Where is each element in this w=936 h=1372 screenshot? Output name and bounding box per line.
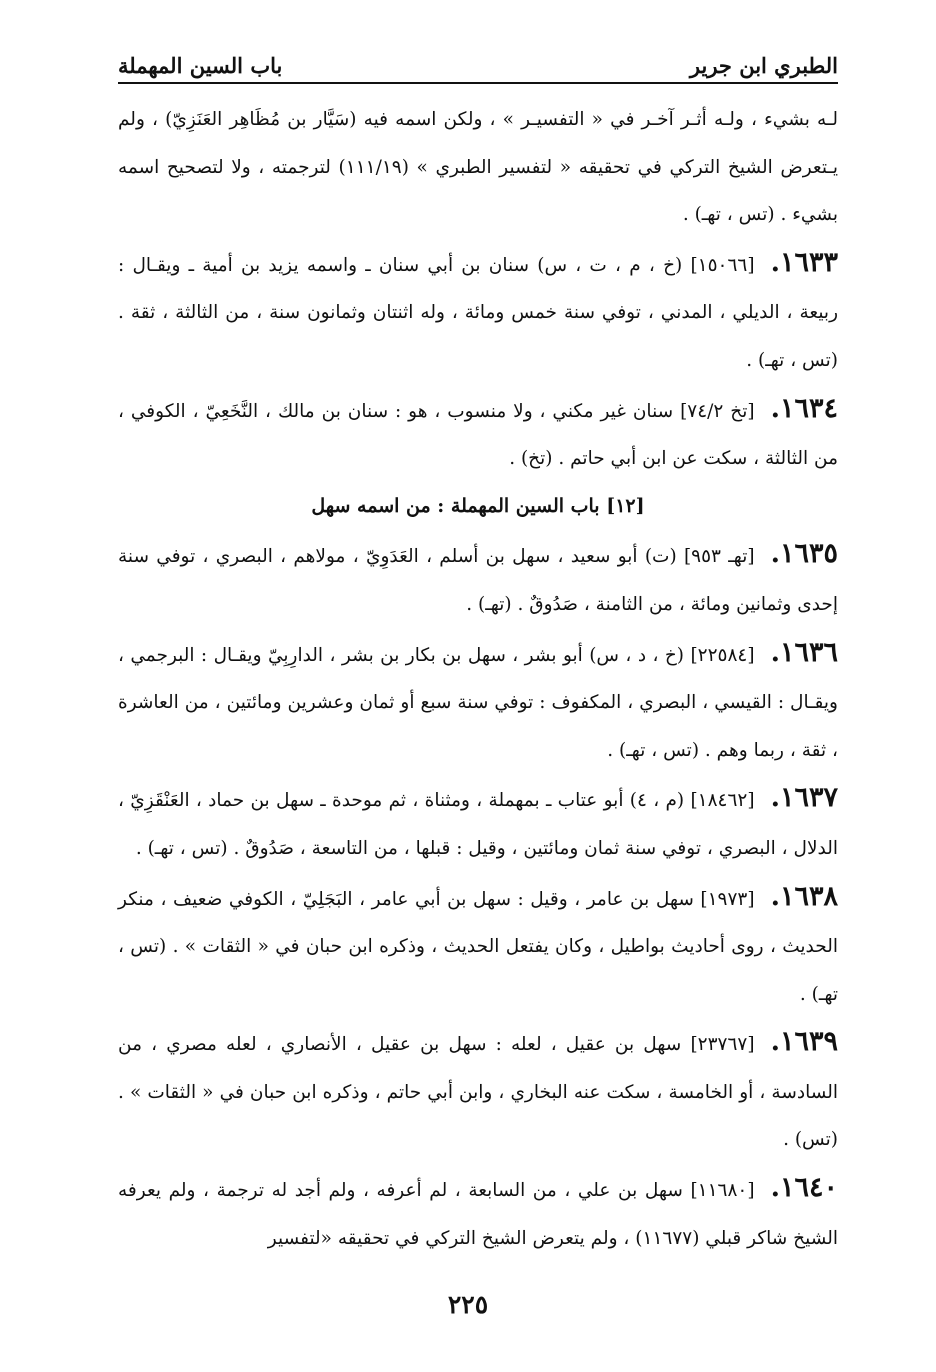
entry-1633 [118,239,838,385]
entry-number: ١٦٣٨. [770,880,838,912]
entry-number: ١٦٣٤. [770,392,838,424]
intro-paragraph: لـه بشيء ، ولـه أثـر آخـر في « التفسيـر » ، ولكن اسمه فيه (سَيَّار بن مُظَاهِر العَنَزِيّ) ، ولم يـتعرض الشيخ التركي في تحقيقه « لتفسير الطبري » (١١١/١٩) لترجمته ، ولا لتصحيح اسمه بشيء . (تس ، تهـ) . [118,109,838,226]
entry-text: [١١٦٨٠] سهل بن علي ، من السابعة ، لم أعرفه ، ولم أجد له ترجمة ، ولم يعرفه الشيخ شاكر قبلي (١١٦٧٧) ، ولم يتعرض الشيخ التركي في تحقيقه «لتفسير [118,1180,838,1249]
entry-1637 [118,774,838,872]
entry-number: ١٦٣٥. [770,538,838,570]
entry-1640 [118,1164,838,1262]
entry-text: [تخ ٧٤/٢] سنان غير مكني ، ولا منسوب ، هو : سنان بن مالك ، النَّخَعِيّ ، الكوفي ، من الثالثة ، سكت عن ابن أبي حاتم . (تخ) . [118,400,838,470]
entry-text: [٢٢٥٨٤] (خ ، د ، س) أبو بشر ، سهل بن بكار بن بشر ، الدارِبِيّ ويقـال : البرجمي ، ويقـال : القيسي ، البصري ، المكفوف : توفي سنة سبع أو ثمان وعشرين ومائتين ، من العاشرة ، ثقة ، ربما وهم . (تس ، تهـ) . [118,644,838,761]
entry-1636 [118,629,838,775]
header-chapter-title: باب السين المهملة [118,53,283,78]
entry-1635 [118,530,838,628]
entry-1634 [118,385,838,483]
entry-text: [١٨٤٦٢] (م ، ٤) أبو عتاب ـ بمهملة ، ومثناة ، ثم موحدة ـ سهل بن حماد ، العَنْقَزِيّ ، الدلال ، البصري ، توفي سنة ثمان ومائتين ، وقيل : قبلها ، من التاسعة ، صَدُوقٌ . (تس ، تهـ) . [118,790,838,859]
section-heading: [١٢] باب السين المهملة : من اسمه سهل [311,494,645,517]
entry-1639 [118,1018,838,1164]
running-header [118,38,838,84]
entry-number: ١٦٤٠. [770,1172,838,1204]
entry-1638 [118,873,838,1019]
page-number: ٢٢٥ [447,1290,489,1319]
entry-text: [١٥٠٦٦] (خ ، م ، ت ، س) سنان بن أبي سنان ـ واسمه يزيد بن أمية ـ ويقـال : ربيعة ، الديلي ، المدني ، توفي سنة خمس ومائة ، وله اثنتان وثمانون سنة ، من الثالثة ، ثقة . (تس ، تهـ) . [118,254,838,371]
entry-number: ١٦٣٦. [770,636,838,668]
page-body [118,96,838,1262]
header-book-title: الطبري ابن جرير [689,53,838,78]
entry-number: ١٦٣٩. [770,1026,838,1058]
entry-number: ١٦٣٣. [770,246,838,278]
entry-text: [تهـ ٩٥٣] (ت) أبو سعيد ، سهل بن أسلم ، العَدَوِيّ ، مولاهم ، البصري ، توفي سنة إحدى وثمانين ومائة ، من الثامنة ، صَدُوقٌ . (تهـ) . [118,546,838,615]
entry-number: ١٦٣٧. [770,782,838,814]
entry-text: [١٩٧٣] سهل بن عامر ، وقيل : سهل بن أبي عامر ، البَجَلِيّ ، الكوفي ضعيف ، منكر الحديث ، روى أحاديث بواطيل ، وكان يفتعل الحديث ، وذكره ابن حبان في « الثقات » . (تس ، تهـ) . [118,888,838,1005]
entry-text: [٢٣٧٦٧] سهل بن عقيل ، لعله : سهل بن عقيل ، الأنصاري ، لعله مصري ، من السادسة ، أو الخامسة ، سكت عنه البخاري ، وابن أبي حاتم ، وذكره ابن حبان في « الثقات » . (تس) . [118,1034,838,1151]
